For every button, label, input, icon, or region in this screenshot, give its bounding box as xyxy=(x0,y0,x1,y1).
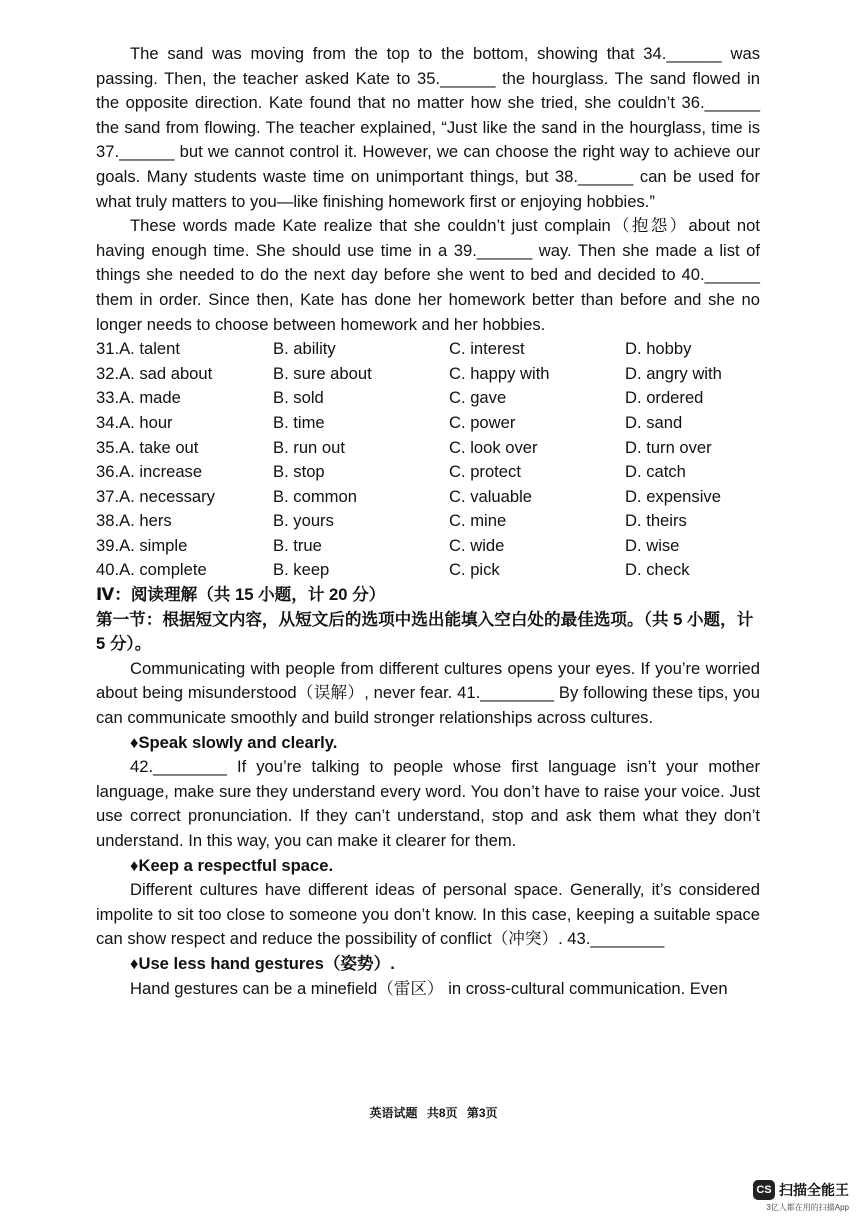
option-d: D. catch xyxy=(625,462,686,482)
option-row xyxy=(96,362,760,387)
option-c: C. gave xyxy=(449,388,507,408)
tip-heading-space: ♦Keep a respectful space. xyxy=(130,855,334,875)
option-b: B. stop xyxy=(273,462,325,482)
option-d: D. turn over xyxy=(625,437,712,457)
option-a: 38.A. hers xyxy=(96,511,172,531)
option-a: 40.A. complete xyxy=(96,560,207,580)
option-d: D. angry with xyxy=(625,363,722,383)
option-c: C. protect xyxy=(449,462,521,482)
option-a: 34.A. hour xyxy=(96,412,173,432)
tip-heading-gestures: ♦Use less hand gestures（姿势）. xyxy=(130,953,395,973)
section-heading: Ⅳ：阅读理解（共 15 小题，计 20 分） xyxy=(96,585,386,605)
footer-page-number: 第3页 xyxy=(466,1106,498,1120)
passage1-paragraph1: The sand was moving from the top to the bottom, showing that 34.______ was passing. Then, the teacher asked Kate to 35.______ the hourglass. The sand flowed in the opposite direction. Kate found that no matter how she tried, she couldn’t 36.______ the sand from flowing. The teacher explained, “Just like the sand in the hourglass, time is 37.______ but we cannot control it. However, we can choose the right way to achieve our goals. Many students waste time on unimportant things, but 38.______ can be used for what truly matters to you—like finishing homework first or enjoying hobbies.” xyxy=(96,44,760,211)
option-d: D. hobby xyxy=(625,339,692,359)
exam-page xyxy=(96,42,760,1001)
watermark-tagline: 3亿人都在用的扫描App xyxy=(766,1203,849,1212)
option-c: C. mine xyxy=(449,511,507,531)
option-row xyxy=(96,485,760,510)
answer-options xyxy=(96,337,760,583)
option-c: C. interest xyxy=(449,339,525,359)
option-row xyxy=(96,534,760,559)
option-b: B. run out xyxy=(273,437,345,457)
footer-subject: 英语试题 xyxy=(369,1106,418,1120)
option-b: B. yours xyxy=(273,511,334,531)
option-row xyxy=(96,460,760,485)
footer-total-pages: 共8页 xyxy=(426,1106,458,1120)
tip-body-speak: 42.________ If you’re talking to people whose first language isn’t your mother language, make sure they understand every word. You don’t have to raise your voice. Just use correct pronunciation. If they can’t understand, stop and ask them what they don’t understand. In this way, you can make it clearer for them. xyxy=(96,757,760,850)
option-d: D. ordered xyxy=(625,388,704,408)
option-a: 32.A. sad about xyxy=(96,363,213,383)
option-b: B. keep xyxy=(273,560,330,580)
page-footer xyxy=(0,1104,867,1121)
option-a: 37.A. necessary xyxy=(96,486,215,506)
option-c: C. pick xyxy=(449,560,500,580)
tip-heading-speak: ♦Speak slowly and clearly. xyxy=(130,732,338,752)
watermark-name: 扫描全能王 xyxy=(779,1182,849,1198)
option-row xyxy=(96,509,760,534)
option-b: B. sold xyxy=(273,388,324,408)
option-b: B. sure about xyxy=(273,363,372,383)
tip-body-gestures: Hand gestures can be a minefield（雷区） in cross-cultural communication. Even xyxy=(130,978,728,998)
option-row xyxy=(96,436,760,461)
passage2-intro: Communicating with people from different cultures opens your eyes. If you’re worried about being misunderstood（误解）, never fear. 41.________ By following these tips, you can communicate smoothly and build stronger relationships across cultures. xyxy=(96,658,760,728)
option-c: C. look over xyxy=(449,437,538,457)
option-a: 33.A. made xyxy=(96,388,181,408)
option-row xyxy=(96,386,760,411)
tip-body-space: Different cultures have different ideas of personal space. Generally, it’s considered impolite to sit too close to someone you don’t know. In this case, keeping a suitable space can show respect and reduce the possibility of conflict（冲突）. 43.________ xyxy=(96,880,760,949)
option-row xyxy=(96,337,760,362)
option-a: 31.A. talent xyxy=(96,339,180,359)
option-d: D. check xyxy=(625,560,690,580)
option-b: B. true xyxy=(273,535,322,555)
option-row xyxy=(96,558,760,583)
section-subheading: 第一节：根据短文内容，从短文后的选项中选出能填入空白处的最佳选项。（共 5 小题，计 5 分）。 xyxy=(96,609,754,654)
scanner-watermark xyxy=(753,1180,849,1213)
option-a: 35.A. take out xyxy=(96,437,199,457)
option-b: B. ability xyxy=(273,339,336,359)
option-c: C. wide xyxy=(449,535,505,555)
option-a: 36.A. increase xyxy=(96,462,203,482)
passage1-paragraph2: These words made Kate realize that she couldn’t just complain（抱怨）about not having enough time. She should use time in a 39.______ way. Then she made a list of things she needed to do the next day before she went to bed and decided to 40.______ them in order. Since then, Kate has done her homework better than before and she no longer needs to choose between homework and her hobbies. xyxy=(96,216,760,334)
option-d: D. theirs xyxy=(625,511,687,531)
camscanner-logo-icon: CS xyxy=(753,1180,775,1200)
option-c: C. valuable xyxy=(449,486,533,506)
option-d: D. wise xyxy=(625,535,680,555)
option-b: B. common xyxy=(273,486,357,506)
option-c: C. power xyxy=(449,412,516,432)
option-d: D. sand xyxy=(625,412,683,432)
option-c: C. happy with xyxy=(449,363,550,383)
option-b: B. time xyxy=(273,412,325,432)
option-row xyxy=(96,411,760,436)
option-a: 39.A. simple xyxy=(96,535,188,555)
option-d: D. expensive xyxy=(625,486,721,506)
